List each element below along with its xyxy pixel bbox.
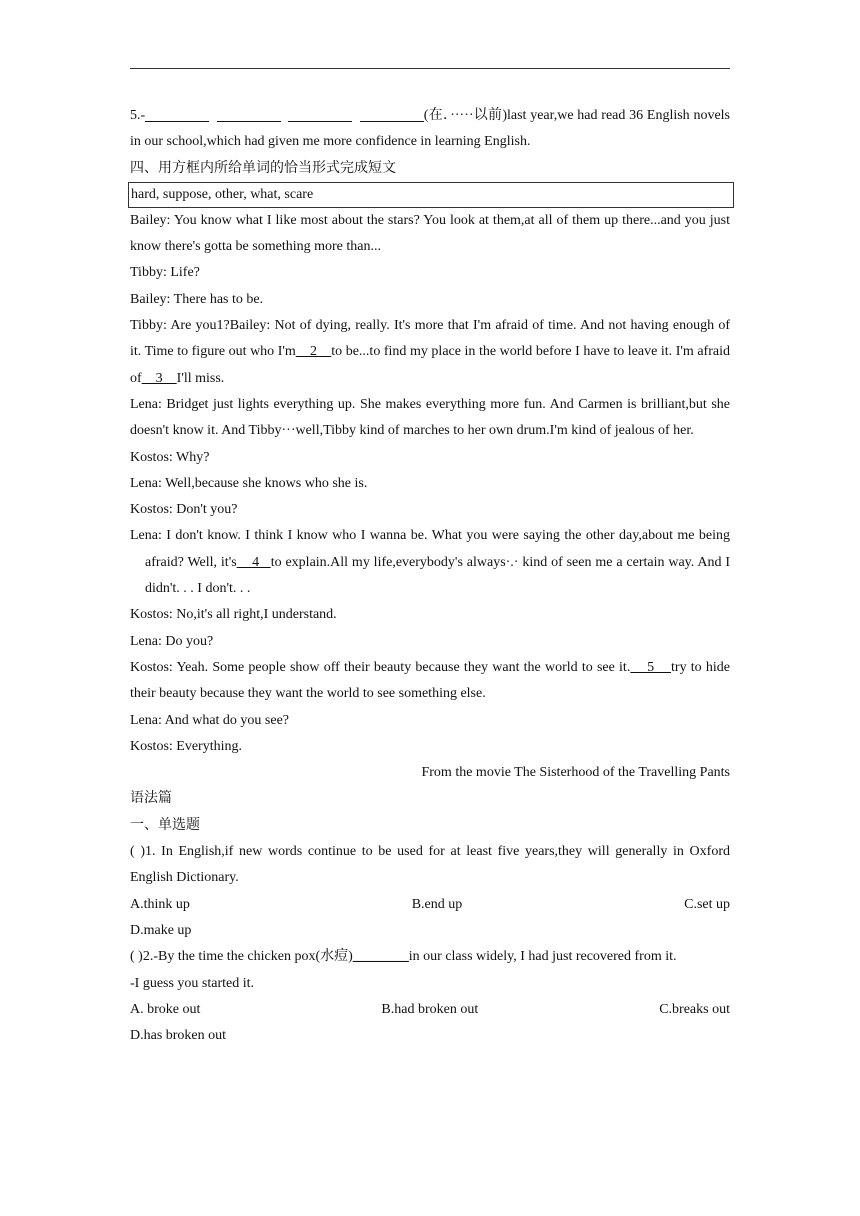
option-d[interactable]: D.make up bbox=[130, 922, 192, 938]
grammar-title: 语法篇 bbox=[130, 791, 172, 807]
option-a[interactable]: A. broke out bbox=[130, 1001, 201, 1017]
question-5 bbox=[130, 103, 730, 156]
dialogue-line: Lena: Bridget just lights everything up. She makes everything more fun. And Carmen is brilliant,but she doesn't know it. And Tibby···well,Tibby kind of marches to her own drum.I'm kind of jealous of her. bbox=[130, 396, 730, 439]
dialogue-line: Bailey: You know what I like most about the stars? You look at them,at all of them up there...and you just know there's gotta be something more than... bbox=[130, 212, 730, 255]
q2-stem-a: ( )2.-By the time the chicken pox(水痘) bbox=[130, 949, 353, 965]
q2-blank[interactable]: ________ bbox=[352, 949, 409, 965]
option-b[interactable]: B.end up bbox=[411, 896, 463, 912]
question-1-options bbox=[130, 892, 730, 918]
section-4-heading: 四、用方框内所给单词的恰当形式完成短文 bbox=[130, 160, 396, 176]
option-c[interactable]: C.set up bbox=[684, 896, 730, 912]
question-2-options bbox=[130, 997, 730, 1023]
dialogue-line: Kostos: Why? bbox=[130, 449, 210, 465]
question-1-stem: ( )1. In English,if new words continue to be used for at least five years,they will generally in Oxford English Dictionary. bbox=[130, 844, 730, 886]
dialogue-line bbox=[130, 523, 730, 602]
question-2-stem bbox=[130, 944, 730, 970]
q5-rest: last year,we had read 36 English novels in our school,which had given me more confidence in learning English. bbox=[130, 108, 730, 150]
section-1-heading: 一、单选题 bbox=[130, 817, 200, 833]
q5-gloss: (在．·····以前) bbox=[423, 108, 507, 123]
dialogue-text: to be...to find my place in the world before I have to leave it. I'm afraid of bbox=[130, 344, 730, 386]
answer-blank[interactable] bbox=[360, 105, 424, 122]
dialogue-line: Kostos: No,it's all right,I understand. bbox=[130, 607, 337, 623]
blank-4[interactable]: 4 bbox=[236, 554, 271, 570]
dialogue-text: Kostos: Yeah. Some people show off their beauty because they want the world to see it. bbox=[130, 659, 631, 675]
option-a[interactable]: A.think up bbox=[130, 896, 190, 912]
document-body bbox=[130, 103, 730, 1049]
blank-3[interactable]: 3 bbox=[141, 370, 177, 386]
dialogue-line: Tibby: Life? bbox=[130, 265, 200, 281]
dialogue-line bbox=[130, 655, 730, 708]
answer-blank[interactable] bbox=[217, 105, 281, 122]
option-d[interactable]: D.has broken out bbox=[130, 1028, 227, 1044]
dialogue-text: try to hide their beauty because they want the world to see something else. bbox=[130, 659, 731, 702]
answer-blank[interactable] bbox=[145, 105, 209, 122]
word-box: hard, suppose, other, what, scare bbox=[128, 182, 734, 208]
dialogue-line: Kostos: Don't you? bbox=[130, 502, 238, 518]
dialogue-line: Kostos: Everything. bbox=[130, 738, 242, 754]
dialogue-line: Lena: And what do you see? bbox=[130, 712, 290, 728]
question-2-reply: -I guess you started it. bbox=[130, 975, 255, 991]
dialogue-text: to explain.All my life,everybody's always·.· kind of seen me a certain way. And I didn't. . . I don't. . . bbox=[145, 554, 730, 597]
dialogue-text: Lena: I don't know. I think I know who I wanna be. What you were saying the other day,about me being afraid? Well, it's bbox=[130, 528, 730, 570]
q2-stem-b: in our class widely, I had just recovered from it. bbox=[408, 949, 677, 965]
blank-5[interactable]: 5 bbox=[630, 659, 672, 675]
option-c[interactable]: C.breaks out bbox=[659, 1001, 730, 1017]
option-b[interactable]: B.had broken out bbox=[381, 1001, 479, 1017]
header-rule bbox=[130, 68, 730, 69]
dialogue-line: Lena: Well,because she knows who she is. bbox=[130, 475, 368, 491]
dialogue-text: I'll miss. bbox=[176, 370, 225, 386]
dialogue-text: Tibby: Are you1?Bailey: Not of dying, really. It's more that I'm afraid of time. And not having enough of it. Time to figure out who I'm bbox=[130, 318, 730, 360]
answer-blank[interactable] bbox=[288, 105, 352, 122]
dialogue-line: Bailey: There has to be. bbox=[130, 291, 264, 307]
dialogue-line: Lena: Do you? bbox=[130, 633, 214, 649]
blank-2[interactable]: 2 bbox=[295, 344, 332, 360]
dialogue-line bbox=[130, 313, 730, 392]
source-citation: From the movie The Sisterhood of the Travelling Pants bbox=[421, 765, 730, 781]
q5-prefix: 5.- bbox=[130, 108, 146, 123]
